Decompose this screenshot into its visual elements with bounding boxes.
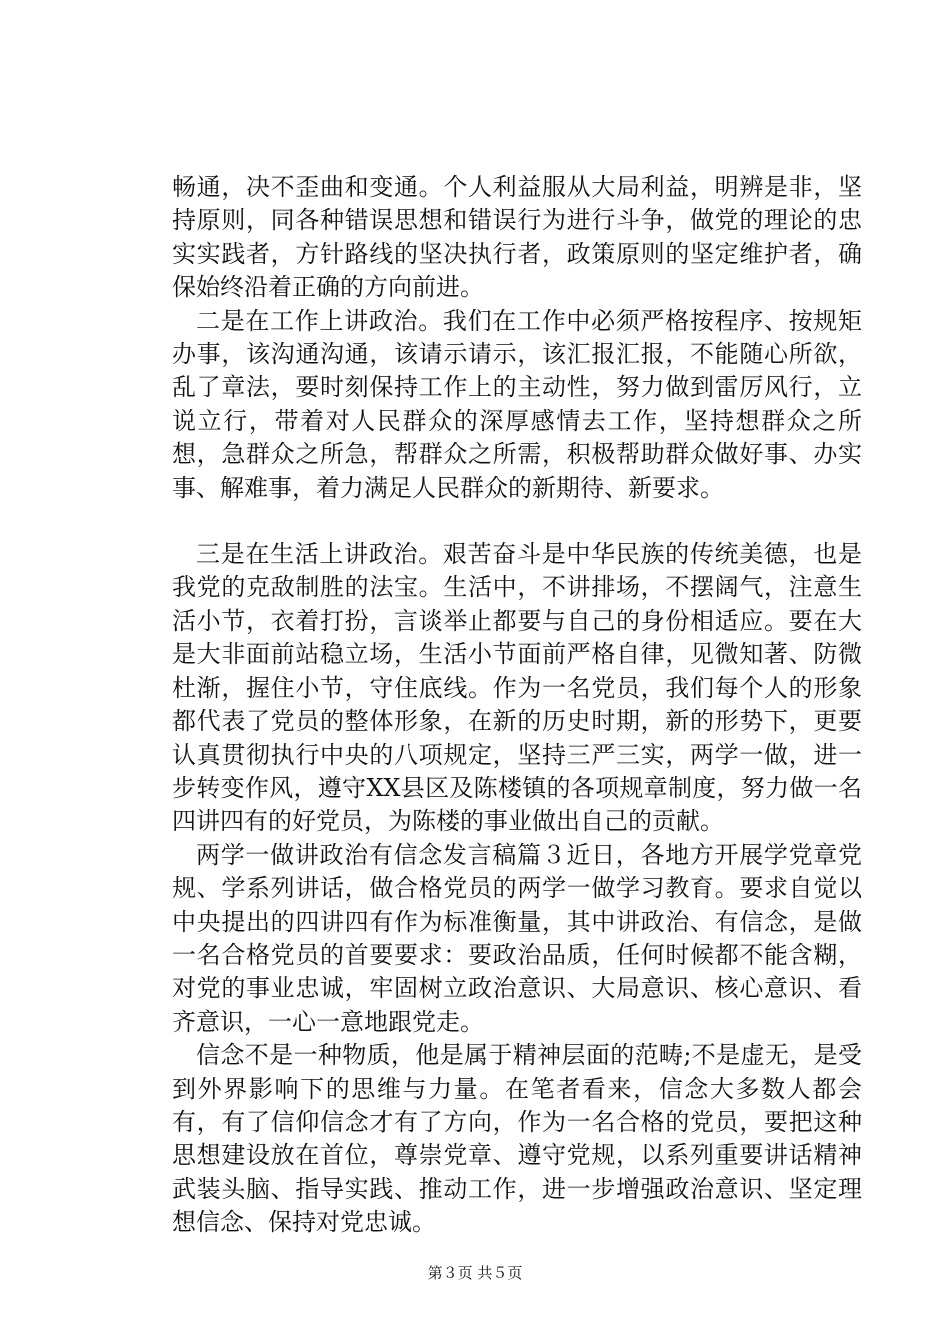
paragraph-5: 信念不是一种物质，他是属于精神层面的范畴;不是虚无，是受到外界影响下的思维与力量。在笔者看来，信念大多数人都会有，有了信仰信念才有了方向，作为一名合格的党员，要把这种思想建设放在首位，尊崇党章、遵守党规，以系列重要讲话精神武装头脑、指导实践、推动工作，进一步增强政治意识、坚定理想信念、保持对党忠诚。 xyxy=(172,1041,862,1237)
paragraph-3: 三是在生活上讲政治。艰苦奋斗是中华民族的传统美德，也是我党的克敌制胜的法宝。生活中，不讲排场，不摆阔气，注意生活小节，衣着打扮，言谈举止都要与自己的身份相适应。要在大是大非面前站稳立场，生活小节面前严格自律，见微知著、防微杜渐，握住小节，守住底线。作为一名党员，我们每个人的形象都代表了党员的整体形象，在新的历史时期，新的形势下，更要认真贯彻执行中央的八项规定，坚持三严三实，两学一做，进一步转变作风，遵守XX县区及陈楼镇的各项规章制度，努力做一名四讲四有的好党员，为陈楼的事业做出自己的贡献。 xyxy=(172,540,862,836)
paragraph-1: 畅通，决不歪曲和变通。个人利益服从大局利益，明辨是非，坚持原则，同各种错误思想和错误行为进行斗争，做党的理论的忠实实践者，方针路线的坚决执行者，政策原则的坚定维护者，确保始终沿着正确的方向前进。 xyxy=(172,173,862,302)
paragraph-4: 两学一做讲政治有信念发言稿篇３近日，各地方开展学党章党规、学系列讲话，做合格党员的两学一做学习教育。要求自觉以中央提出的四讲四有作为标准衡量，其中讲政治、有信念，是做一名合格党员的首要要求：要政治品质，任何时候都不能含糊，对党的事业忠诚，牢固树立政治意识、大局意识、核心意识、看齐意识，一心一意地跟党走。 xyxy=(172,840,862,1036)
page-number: 第３页 共５页 xyxy=(427,1264,523,1282)
paragraph-2: 二是在工作上讲政治。我们在工作中必须严格按程序、按规矩办事，该沟通沟通，该请示请示，该汇报汇报，不能随心所欲，乱了章法，要时刻保持工作上的主动性，努力做到雷厉风行，立说立行，带着对人民群众的深厚感情去工作，坚持想群众之所想，急群众之所急，帮群众之所需，积极帮助群众做好事、办实事、解难事，着力满足人民群众的新期待、新要求。 xyxy=(172,306,862,502)
paragraph-gap xyxy=(172,505,862,538)
document-body xyxy=(172,171,862,1240)
